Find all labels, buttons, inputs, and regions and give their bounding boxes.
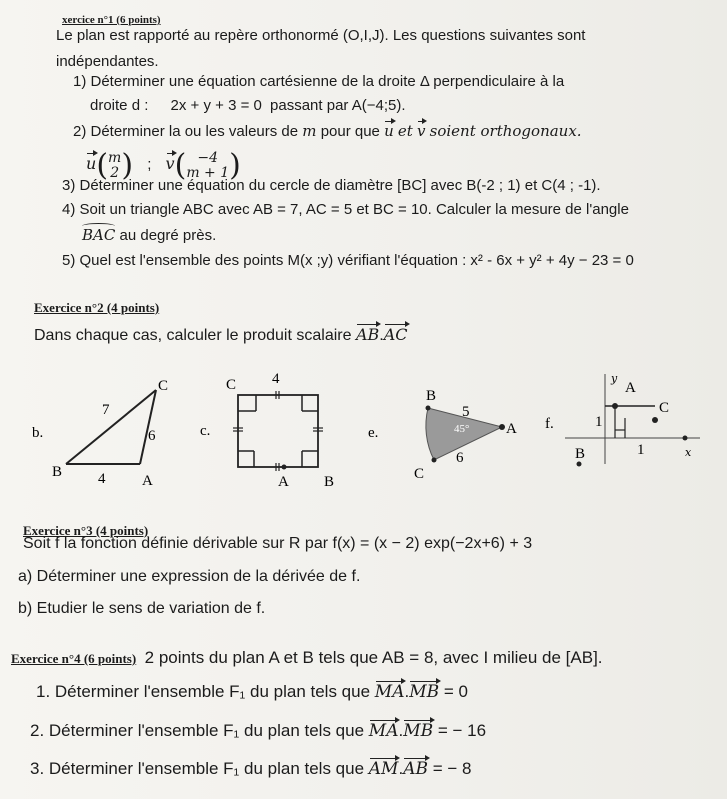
fig-e-point-c: C (414, 466, 425, 482)
question-1-line2 (90, 97, 406, 114)
figure-e (360, 380, 530, 485)
q2-text: 2. Déterminer l'ensemble F₁ du plan tels que (30, 721, 365, 740)
figure-f (535, 368, 705, 483)
question-2-line1 (73, 122, 582, 140)
exercise-2-prompt (34, 325, 408, 345)
q1-vector-2: MB (409, 682, 440, 702)
exercise-4-question-3: 3. Déterminer l'ensemble F₁ du plan tels que AM.AB = − 8 (30, 759, 472, 779)
question-3: 3) Déterminer une équation du cercle de diamètre [BC] avec B(-2 ; 1) et C(4 ; -1). (62, 177, 601, 194)
q3-vector-2: AB (403, 759, 428, 779)
fig-f-tick-x: 1 (637, 442, 645, 458)
dot-symbol: . (379, 327, 384, 344)
exercise-2-prompt-text: Dans chaque cas, calculer le produit scalaire (34, 327, 352, 344)
vector-u-top: m (108, 149, 122, 166)
exercise-3-statement: Soit f la fonction définie dérivable sur R par f(x) = (x − 2) exp(−2x+6) + 3 (23, 535, 533, 552)
vector-v-bottom: m + 1 (186, 164, 230, 181)
fig-f-point-a: A (625, 380, 636, 396)
fig-c-point-a: A (278, 474, 289, 490)
q1-equals: = 0 (443, 682, 468, 701)
vector-u-bottom: 2 (110, 164, 120, 181)
question-4-line2 (82, 226, 216, 244)
q2-vector-u: u (384, 122, 394, 140)
fig-b-point-a: A (142, 473, 153, 489)
fig-e-label: e. (368, 425, 379, 441)
fig-e-length-ac: 6 (456, 450, 464, 466)
fig-e-length-ab: 5 (462, 404, 470, 420)
fig-e-angle: 45° (454, 423, 470, 435)
fig-c-length-top: 4 (272, 371, 280, 387)
q2-text-a: 2) Déterminer la ou les valeurs de (73, 123, 299, 140)
fig-b-point-b: B (52, 464, 63, 480)
q2-vector-1: MA (368, 721, 399, 741)
fig-c-point-b: B (324, 474, 335, 490)
vector-separator: ; (147, 156, 152, 174)
angle-bac: BAC (82, 226, 116, 244)
q2-equals: = − 16 (437, 721, 487, 740)
exercise-1-intro-line2: indépendantes. (56, 53, 159, 70)
vector-u-coords (108, 151, 121, 181)
fig-b-length-ac: 6 (148, 428, 156, 444)
exercise-3-header: Exercice n°3 (4 points) (23, 523, 149, 538)
fig-f-axis-x: x (685, 446, 692, 459)
vector-v-symbol: v (165, 154, 175, 174)
exercise-4-header: Exercice n°4 (6 points) (11, 651, 137, 666)
exercise-2-header: Exercice n°2 (4 points) (34, 300, 160, 315)
q2-m: m (302, 122, 317, 140)
exercise-1-header: xercice n°1 (6 points) (62, 14, 161, 26)
question-5: 5) Quel est l'ensemble des points M(x ;y) vérifiant l'équation : x² - 6x + y² + 4y − 23 = 0 (62, 252, 634, 269)
vector-ab: AB (355, 325, 380, 344)
fig-b-length-ab: 4 (98, 471, 106, 487)
fig-e-point-b: B (426, 388, 437, 404)
fig-f-point-b: B (575, 446, 586, 462)
question-1-line1: 1) Déterminer une équation cartésienne de la droite Δ perpendiculaire à la (73, 73, 565, 90)
exercise-4-line1 (11, 648, 603, 668)
q3-text: 3. Déterminer l'ensemble F₁ du plan tels que (30, 759, 365, 778)
exercise-1-intro-line1: Le plan est rapporté au repère orthonormé (O,I,J). Les questions suivantes sont (56, 27, 586, 44)
fig-e-point-a: A (506, 421, 517, 437)
q2-vector-2: MB (403, 721, 434, 741)
vector-ac: AC (383, 325, 408, 344)
q2-et: et (397, 122, 413, 140)
vectors-u-v: u(m 2) ; v( −4 m + 1) (86, 148, 241, 183)
q3-equals: = − 8 (432, 759, 472, 778)
vector-v-top: −4 (197, 149, 219, 166)
fig-f-label: f. (545, 416, 554, 432)
exercise-4-statement: 2 points du plan A et B tels que AB = 8, avec I milieu de [AB]. (144, 648, 603, 667)
fig-b-point-c: C (158, 378, 169, 394)
fig-c-point-c: C (226, 377, 237, 393)
vector-u-symbol: u (86, 154, 97, 174)
q4-degree-text: au degré près. (119, 227, 217, 244)
exercise-3-question-b: b) Etudier le sens de variation de f. (18, 600, 266, 617)
q2-vector-v: v (417, 122, 426, 140)
q2-text-c: soient orthogonaux. (429, 122, 582, 140)
fig-f-tick-y: 1 (595, 414, 603, 430)
line-d-point: passant par A(−4;5). (270, 97, 406, 114)
fig-b-label: b. (32, 425, 44, 441)
line-d-label: droite d : (90, 97, 149, 114)
vector-v-coords (186, 151, 229, 181)
exercise-4-question-2: 2. Déterminer l'ensemble F₁ du plan tels que MA.MB = − 16 (30, 721, 487, 741)
fig-c-label: c. (200, 423, 211, 439)
fig-f-axis-y: y (611, 372, 618, 385)
exercise-3-question-a: a) Déterminer une expression de la dérivée de f. (18, 568, 361, 585)
q2-text-b: pour que (320, 123, 380, 140)
q1-text: 1. Déterminer l'ensemble F₁ du plan tels que (36, 682, 371, 701)
exercise-4-question-1: 1. Déterminer l'ensemble F₁ du plan tels que MA.MB = 0 (36, 682, 468, 702)
figure-b (30, 362, 190, 492)
fig-b-length-bc: 7 (102, 402, 110, 418)
q3-vector-1: AM (368, 759, 399, 779)
question-4-line1: 4) Soit un triangle ABC avec AB = 7, AC = 5 et BC = 10. Calculer la mesure de l'angle (62, 201, 629, 218)
fig-f-point-c: C (659, 400, 670, 416)
figure-c (196, 365, 356, 493)
line-d-equation: 2x + y + 3 = 0 (170, 97, 262, 114)
q1-vector-1: MA (374, 682, 405, 702)
